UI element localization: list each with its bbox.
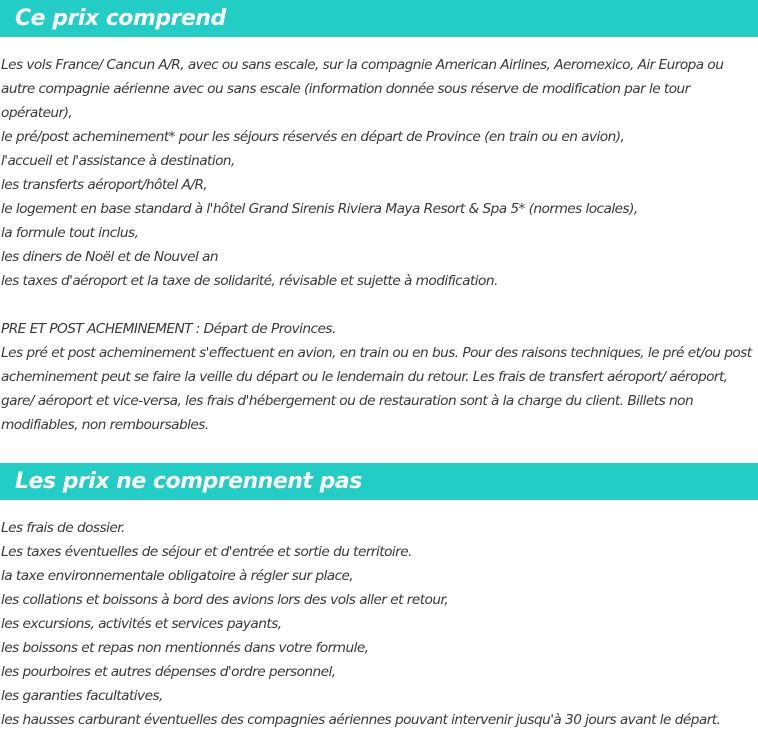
price-excludes-body [0, 516, 758, 732]
included-item: les diners de Noël et de Nouvel an [1, 249, 218, 265]
price-excludes-section [0, 463, 758, 732]
included-item: les transferts aéroport/hôtel A/R, [1, 177, 208, 193]
pre-post-heading: PRE ET POST ACHEMINEMENT : Départ de Provinces. [1, 321, 336, 337]
included-item: la formule tout inclus, [1, 225, 139, 241]
included-item: le pré/post acheminement* pour les séjours réservés en départ de Province (en train ou en avion), [1, 129, 625, 145]
excluded-item: Les frais de dossier. [1, 520, 125, 536]
included-item: l'accueil et l'assistance à destination, [1, 153, 235, 169]
excluded-item: les boissons et repas non mentionnés dans votre formule, [1, 640, 369, 656]
price-includes-body [0, 53, 758, 437]
included-item: le logement en base standard à l'hôtel Grand Sirenis Riviera Maya Resort & Spa 5* (normes locales), [1, 201, 638, 217]
pre-post-text: Les pré et post acheminement s'effectuent en avion, en train ou en bus. Pour des raisons techniques, le pré et/ou post acheminement peut se faire la veille du départ ou le lendemain du retour. Les frais de transfert aéroport/ aéroport, gare/ aéroport et vice-versa, les frais d'hébergement ou de restauration sont à la charge du client. Billets non modifiables, non remboursables. [1, 345, 752, 433]
price-excludes-header [0, 463, 758, 500]
price-includes-header [0, 0, 758, 37]
excluded-item: Les taxes éventuelles de séjour et d'entrée et sortie du territoire. [1, 544, 412, 560]
excluded-item: les pourboires et autres dépenses d'ordre personnel, [1, 664, 336, 680]
excluded-item: les hausses carburant éventuelles des compagnies aériennes pouvant intervenir jusqu'à 30 jours avant le départ. [1, 712, 721, 728]
price-excludes-title: Les prix ne comprennent pas [15, 469, 362, 494]
price-includes-title: Ce prix comprend [15, 6, 226, 31]
included-item: Les vols France/ Cancun A/R, avec ou sans escale, sur la compagnie American Airlines, Aeromexico, Air Europa ou autre compagnie aérienne avec ou sans escale (information donnée sous réserve de modification par le tour opérateur), [1, 57, 724, 121]
included-item: les taxes d'aéroport et la taxe de solidarité, révisable et sujette à modification. [1, 273, 498, 289]
excluded-item: les garanties facultatives, [1, 688, 163, 704]
excluded-item: les collations et boissons à bord des avions lors des vols aller et retour, [1, 592, 449, 608]
excluded-item: les excursions, activités et services payants, [1, 616, 282, 632]
excluded-item: la taxe environnementale obligatoire à régler sur place, [1, 568, 354, 584]
